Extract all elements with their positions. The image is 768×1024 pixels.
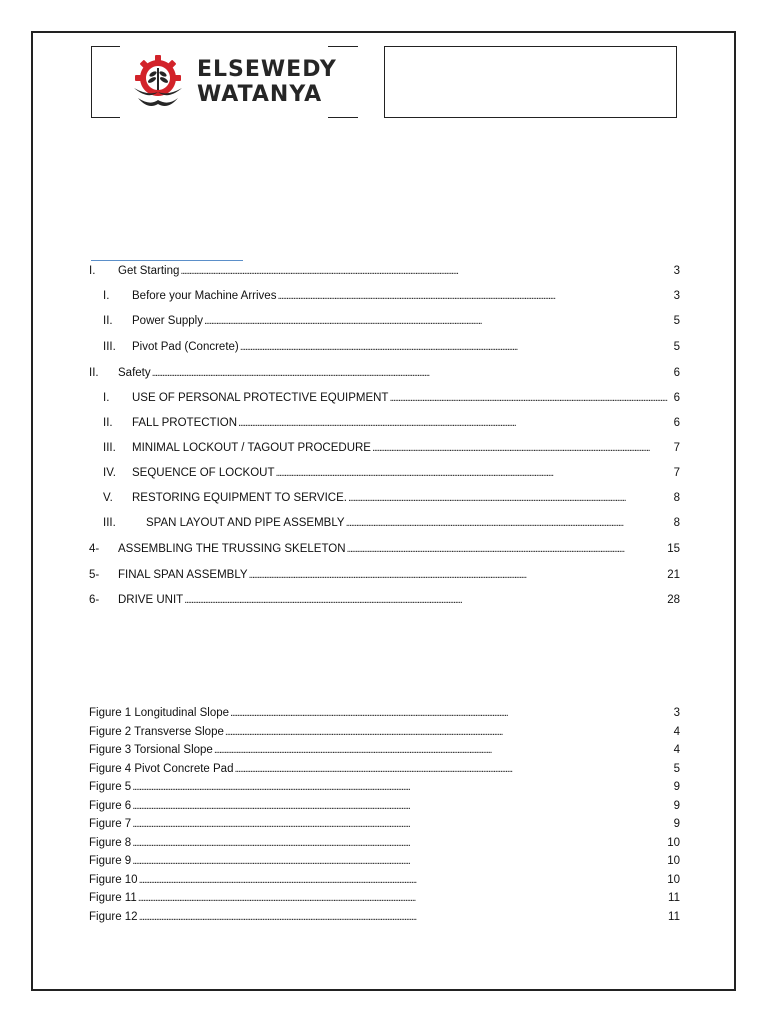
toc-entry-page: 15 bbox=[667, 543, 680, 555]
toc-entry-page: 3 bbox=[673, 265, 680, 277]
toc-leader-dots bbox=[184, 591, 666, 609]
toc-entry-number: 6- bbox=[89, 594, 100, 606]
figure-entry-page: 3 bbox=[673, 707, 680, 719]
figure-entry-page: 10 bbox=[667, 836, 680, 849]
figure-entry[interactable] bbox=[89, 760, 680, 778]
figure-entry[interactable] bbox=[89, 815, 680, 833]
toc-entry-title: FALL PROTECTION bbox=[132, 417, 238, 429]
figure-entry-title: Figure 6 bbox=[89, 799, 132, 812]
figure-entry[interactable] bbox=[89, 778, 680, 796]
toc-entry-title: RESTORING EQUIPMENT TO SERVICE. bbox=[132, 492, 347, 504]
toc-entry-page: 8 bbox=[673, 492, 680, 504]
toc-leader-dots bbox=[152, 364, 673, 382]
figure-entry-title: Figure 9 bbox=[89, 855, 132, 867]
figure-entry-page: 4 bbox=[673, 744, 680, 756]
figure-entry[interactable] bbox=[89, 723, 680, 741]
toc-entry-title: USE OF PERSONAL PROTECTIVE EQUIPMENT bbox=[132, 392, 389, 404]
toc-entry-title: DRIVE UNIT bbox=[118, 594, 184, 606]
figure-entry[interactable] bbox=[89, 797, 680, 815]
company-logo-text bbox=[197, 57, 337, 107]
toc-entry[interactable] bbox=[89, 287, 680, 305]
figure-entry[interactable] bbox=[89, 871, 680, 889]
toc-entry[interactable] bbox=[89, 566, 680, 584]
toc-leader-dots bbox=[346, 514, 673, 532]
figure-leader-dots bbox=[225, 723, 673, 741]
toc-leader-dots bbox=[348, 489, 673, 507]
toc-entry-number: III. bbox=[103, 517, 116, 529]
toc-entry-title: Safety bbox=[118, 367, 151, 379]
figure-leader-dots bbox=[234, 760, 672, 778]
toc-leader-dots bbox=[240, 338, 673, 356]
toc-entry-number: II. bbox=[89, 367, 99, 379]
toc-entry-number: II. bbox=[103, 417, 113, 429]
toc-entry[interactable] bbox=[89, 464, 680, 482]
toc-entry-page: 21 bbox=[667, 569, 680, 581]
toc-entry-page: 28 bbox=[667, 594, 680, 606]
toc-entry[interactable] bbox=[89, 414, 680, 432]
figure-leader-dots bbox=[132, 834, 666, 852]
toc-entry-page: 6 bbox=[673, 417, 680, 429]
figure-entry-title: Figure 7 bbox=[89, 818, 132, 830]
toc-entry-page: 7 bbox=[673, 442, 680, 454]
brand-line1: ELSEWEDY bbox=[197, 57, 337, 82]
toc-entry[interactable] bbox=[89, 540, 680, 558]
figure-entry[interactable] bbox=[89, 889, 680, 907]
company-logo-icon bbox=[128, 54, 188, 110]
toc-entry[interactable] bbox=[89, 312, 680, 330]
figure-entry-title: Figure 10 bbox=[89, 873, 138, 886]
toc-entry[interactable] bbox=[89, 338, 680, 356]
figure-entry-page: 4 bbox=[673, 725, 680, 738]
figure-leader-dots bbox=[132, 797, 672, 815]
toc-entry[interactable] bbox=[89, 514, 680, 532]
figure-entry[interactable] bbox=[89, 704, 680, 722]
toc-leader-dots bbox=[277, 287, 672, 305]
figure-entry-title: Figure 11 bbox=[89, 892, 137, 904]
header-blank-cell bbox=[384, 46, 677, 118]
toc-entry-number: III. bbox=[103, 442, 116, 454]
figure-entry-page: 5 bbox=[673, 762, 680, 775]
toc-entry-page: 6 bbox=[673, 367, 680, 379]
figure-entry-title: Figure 5 bbox=[89, 781, 132, 793]
figure-entry-page: 9 bbox=[673, 781, 680, 793]
figure-entry-title: Figure 3 Torsional Slope bbox=[89, 744, 213, 756]
toc-entry-number: 4- bbox=[89, 543, 100, 555]
figure-entry-title: Figure 2 Transverse Slope bbox=[89, 725, 224, 738]
toc-entry[interactable] bbox=[89, 489, 680, 507]
figure-leader-dots bbox=[132, 778, 672, 796]
figure-leader-dots bbox=[230, 704, 673, 722]
toc-leader-dots bbox=[204, 312, 673, 330]
toc-entry-page: 6 bbox=[673, 392, 680, 404]
figure-entry-title: Figure 1 Longitudinal Slope bbox=[89, 707, 230, 719]
brand-line2: WATANYA bbox=[197, 82, 323, 107]
figure-leader-dots bbox=[214, 741, 673, 759]
toc-entry-title: ASSEMBLING THE TRUSSING SKELETON bbox=[118, 543, 346, 555]
toc-leader-dots bbox=[238, 414, 673, 432]
toc-entry-number: IV. bbox=[103, 467, 117, 479]
toc-entry-page: 7 bbox=[673, 467, 680, 479]
toc-heading-rule bbox=[91, 260, 243, 261]
toc-entry-page: 3 bbox=[673, 290, 680, 302]
toc-entry-title: MINIMAL LOCKOUT / TAGOUT PROCEDURE bbox=[132, 442, 371, 454]
toc-entry[interactable] bbox=[89, 262, 680, 280]
toc-entry-number: V. bbox=[103, 492, 113, 504]
toc-entry-title: FINAL SPAN ASSEMBLY bbox=[118, 569, 248, 581]
figure-entry[interactable] bbox=[89, 834, 680, 852]
toc-entry-title: Before your Machine Arrives bbox=[132, 290, 277, 302]
figure-entry-page: 11 bbox=[668, 892, 680, 904]
toc-leader-dots bbox=[372, 439, 673, 457]
figure-entry-page: 9 bbox=[673, 818, 680, 830]
figure-entry-title: Figure 4 Pivot Concrete Pad bbox=[89, 762, 234, 775]
figure-leader-dots bbox=[139, 908, 667, 926]
toc-entry-number: I. bbox=[103, 392, 110, 404]
toc-entry-number: I. bbox=[103, 290, 110, 302]
toc-leader-dots bbox=[249, 566, 667, 584]
figure-entry-page: 9 bbox=[673, 799, 680, 812]
toc-entry-title: Pivot Pad (Concrete) bbox=[132, 341, 239, 353]
toc-entry-title: Power Supply bbox=[132, 315, 203, 327]
figure-entry[interactable] bbox=[89, 852, 680, 870]
toc-entry-page: 5 bbox=[673, 341, 680, 353]
toc-entry-number: III. bbox=[103, 341, 116, 353]
figure-entry[interactable] bbox=[89, 741, 680, 759]
figure-entry-page: 11 bbox=[668, 910, 680, 923]
figure-entry-title: Figure 8 bbox=[89, 836, 132, 849]
figure-entry-page: 10 bbox=[667, 855, 680, 867]
figure-entry[interactable] bbox=[89, 908, 680, 926]
toc-entry[interactable] bbox=[89, 439, 680, 457]
toc-entry-title: Get Starting bbox=[118, 265, 180, 277]
toc-leader-dots bbox=[347, 540, 667, 558]
toc-entry-title: SPAN LAYOUT AND PIPE ASSEMBLY bbox=[146, 517, 345, 529]
figure-leader-dots bbox=[138, 889, 667, 907]
toc-entry-page: 5 bbox=[673, 315, 680, 327]
figure-leader-dots bbox=[139, 871, 667, 889]
toc-leader-dots bbox=[276, 464, 673, 482]
toc-entry-number: 5- bbox=[89, 569, 100, 581]
toc-entry-number: I. bbox=[89, 265, 96, 277]
toc-leader-dots bbox=[180, 262, 672, 280]
toc-entry-page: 8 bbox=[673, 517, 680, 529]
toc-entry[interactable] bbox=[89, 364, 680, 382]
toc-entry-title: SEQUENCE OF LOCKOUT bbox=[132, 467, 275, 479]
figure-entry-page: 10 bbox=[667, 873, 680, 886]
toc-entry[interactable] bbox=[89, 591, 680, 609]
figure-leader-dots bbox=[132, 852, 666, 870]
toc-entry-number: II. bbox=[103, 315, 113, 327]
toc-leader-dots bbox=[389, 389, 672, 407]
toc-entry[interactable] bbox=[89, 389, 680, 407]
figure-entry-title: Figure 12 bbox=[89, 910, 138, 923]
figure-leader-dots bbox=[132, 815, 672, 833]
